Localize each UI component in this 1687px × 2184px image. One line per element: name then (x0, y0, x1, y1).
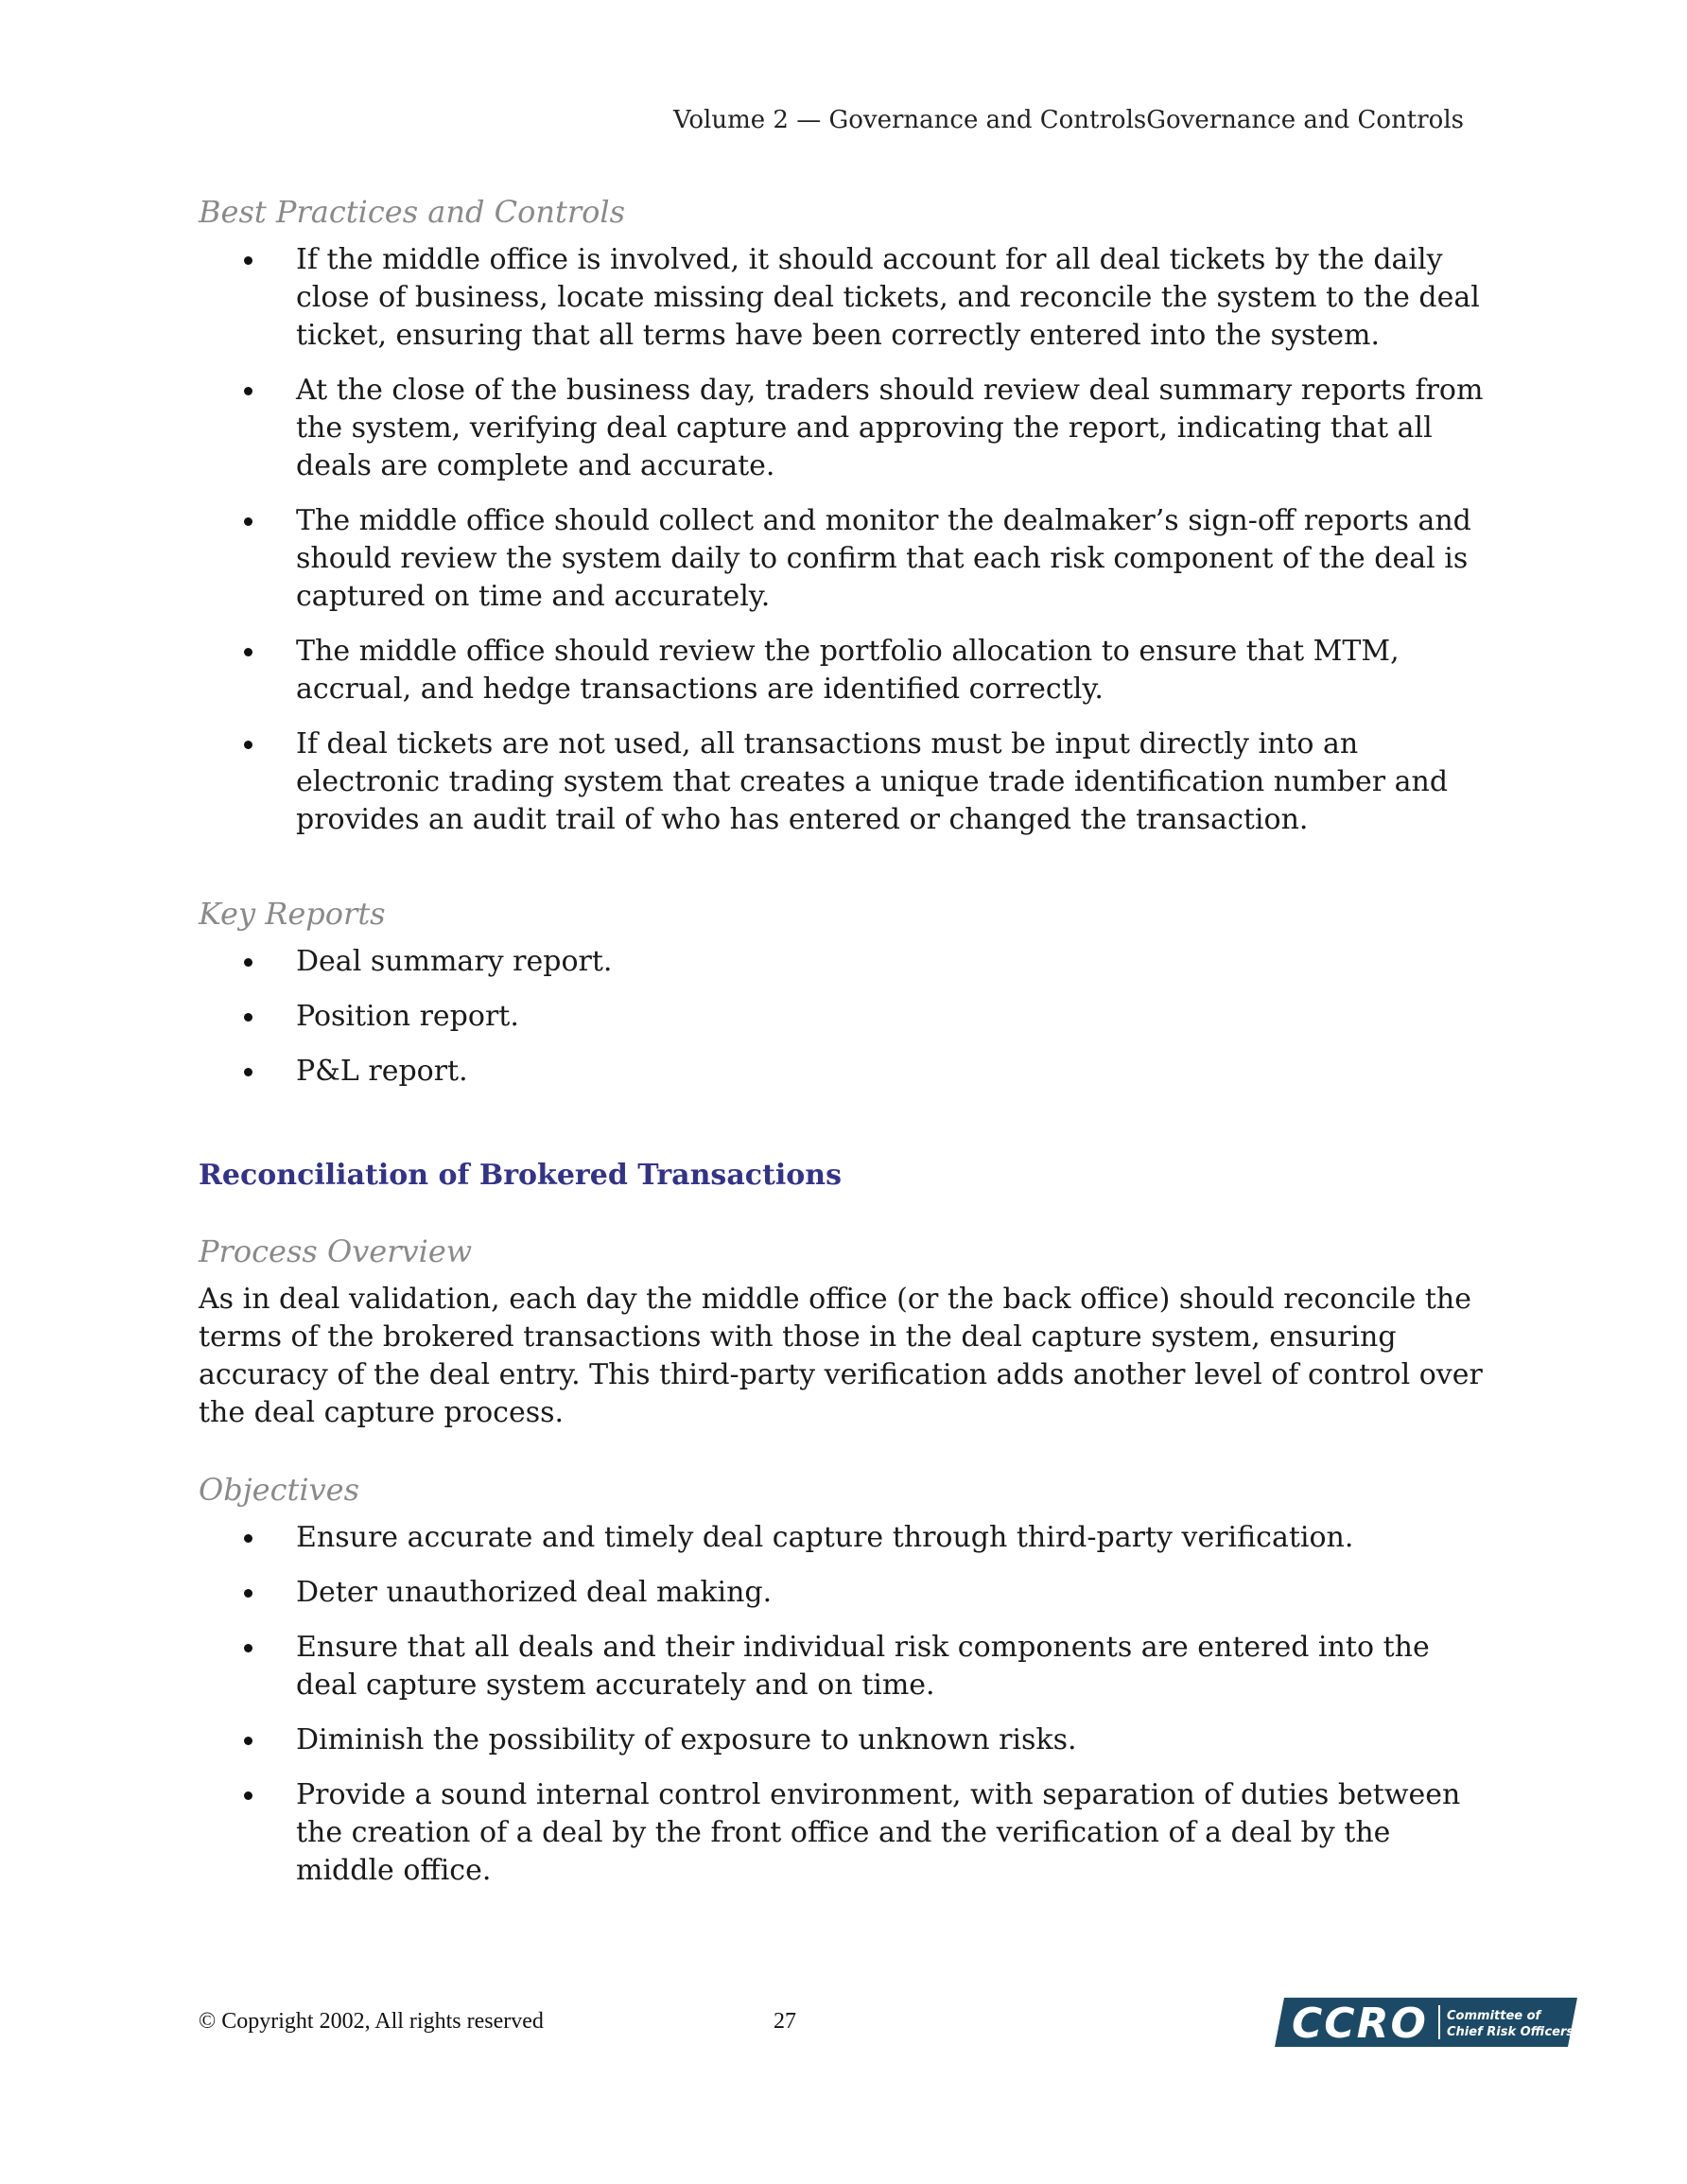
list-item (199, 1629, 1494, 1704)
logo-mark: CCRO (1292, 2000, 1428, 2047)
page-footer (199, 1998, 1589, 2054)
bullet-icon (244, 648, 252, 656)
bullet-icon (244, 1791, 252, 1800)
bullet-icon (244, 741, 252, 749)
list-item-text: If deal tickets are not used, all transactions must be input directly into an electronic trading system that creates a unique trade identification number and provides an audit trail of who has entered or changed the transaction. (296, 727, 1449, 836)
list-item (199, 633, 1494, 708)
bullet-icon (244, 1013, 252, 1022)
best-practices-heading: Best Practices and Controls (199, 194, 626, 230)
list-item-text: Position report. (296, 1000, 519, 1033)
objectives-heading: Objectives (199, 1472, 360, 1508)
bullet-icon (244, 517, 252, 526)
bullet-icon (244, 1534, 252, 1543)
list-item-text: Provide a sound internal control environment, with separation of duties between the creation of a deal by the front office and the verification of a deal by the middle office. (296, 1778, 1461, 1887)
bullet-icon (244, 387, 252, 395)
process-overview-text: As in deal validation, each day the middle office (or the back office) should reconcile the terms of the brokered transactions with those in the deal capture system, ensuring accuracy of the deal entry. This third-party verification adds another level of control over the deal capture process. (199, 1283, 1483, 1429)
best-practices-list (199, 241, 1494, 839)
list-item (199, 998, 1494, 1036)
list-item-text: Ensure that all deals and their individual risk components are entered into the deal capture system accurately and on time. (296, 1631, 1430, 1702)
bullet-icon (244, 256, 252, 265)
list-item-text: P&L report. (296, 1055, 468, 1088)
list-item-text: At the close of the business day, traders should review deal summary reports from the system, verifying deal capture and approving the report, indicating that all deals are complete and accurate. (296, 374, 1484, 482)
running-header: Volume 2 — Governance and ControlsGovernance and Controls (672, 106, 1464, 134)
bullet-icon (244, 1589, 252, 1598)
list-item (199, 241, 1494, 355)
copyright-notice: © Copyright 2002, All rights reserved (199, 2009, 544, 2034)
list-item (199, 1519, 1494, 1557)
list-item-text: The middle office should review the portfolio allocation to ensure that MTM, accrual, and hedge transactions are identified correctly. (296, 635, 1400, 706)
list-item (199, 725, 1494, 839)
list-item (199, 943, 1494, 981)
key-reports-heading: Key Reports (199, 896, 386, 932)
key-reports-list (199, 943, 1494, 1091)
page-content (199, 194, 1494, 1907)
list-item-text: Deal summary report. (296, 945, 613, 978)
bullet-icon (244, 1068, 252, 1076)
list-item-text: Deter unauthorized deal making. (296, 1576, 773, 1609)
bullet-icon (244, 958, 252, 967)
list-item-text: If the middle office is involved, it should account for all deal tickets by the daily close of business, locate missing deal tickets, and reconcile the system to the deal ticket, ensuring that all terms have been correctly entered into the system. (296, 243, 1480, 352)
list-item (199, 372, 1494, 485)
bullet-icon (244, 1737, 252, 1745)
process-overview-heading: Process Overview (199, 1233, 473, 1269)
list-item-text: Ensure accurate and timely deal capture through third-party verification. (296, 1521, 1354, 1554)
list-item (199, 502, 1494, 616)
page-number: 27 (774, 2009, 796, 2034)
logo-line2: Chief Risk Officers (1447, 2025, 1574, 2039)
list-item-text: The middle office should collect and monitor the dealmaker’s sign-off reports and should review the system daily to confirm that each risk component of the deal is captured on time and accurately. (296, 504, 1471, 613)
list-item (199, 1721, 1494, 1759)
list-item (199, 1574, 1494, 1612)
logo-line1: Committee of (1447, 2009, 1541, 2023)
ccro-logo (1275, 1998, 1577, 2047)
list-item (199, 1053, 1494, 1091)
objectives-list (199, 1519, 1494, 1890)
list-item (199, 1776, 1494, 1890)
section-title: Reconciliation of Brokered Transactions (199, 1159, 842, 1192)
list-item-text: Diminish the possibility of exposure to unknown risks. (296, 1723, 1077, 1756)
bullet-icon (244, 1644, 252, 1652)
